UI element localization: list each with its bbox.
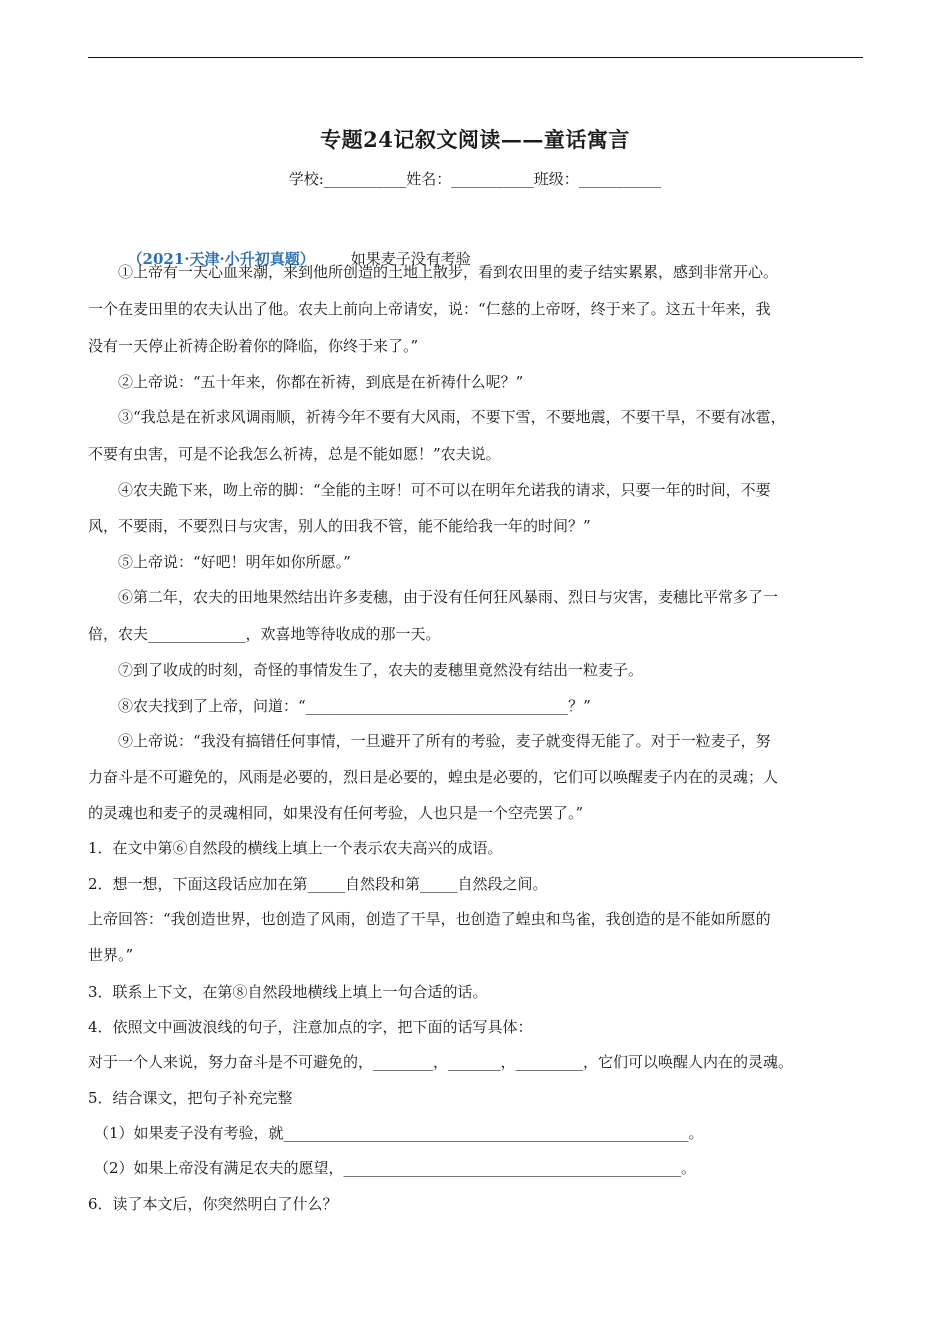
document-title: 专题24记叙文阅读——童话寓言 [320,127,630,152]
paragraph-line: ③“我总是在祈求风调雨顺，祈祷今年不要有大风雨，不要下雪，不要地震，不要干旱，不要有冰雹， [118,408,786,426]
paragraph-line: ⑧农夫找到了上帝，问道：“___________________________________？” [118,697,591,715]
question-2-quote: 上帝回答：“我创造世界，也创造了风雨，创造了干旱，也创造了蝗虫和鸟雀，我创造的是不能如所愿的 [88,910,771,928]
paragraph-line: ⑤上帝说：“好吧！明年如你所愿。” [118,553,351,571]
paragraph-line: ⑥第二年，农夫的田地果然结出许多麦穗，由于没有任何狂风暴雨、烈日与灾害，麦穗比平常多了一 [118,588,779,606]
question-3: 3．联系上下文，在第⑧自然段地横线上填上一句合适的话。 [88,983,488,1001]
paragraph-line: 力奋斗是不可避免的，风雨是必要的，烈日是必要的，蝗虫是必要的，它们可以唤醒麦子内在的灵魂；人 [88,768,779,786]
source-label: （2021·天津·小升初真题） [127,250,315,268]
paragraph-line: ①上帝有一天心血来潮，来到他所创造的土地上散步，看到农田里的麦子结实累累，感到非常开心。 [118,263,779,281]
question-6: 6．读了本文后，你突然明白了什么？ [88,1195,338,1213]
paragraph-line: 风，不要雨，不要烈日与灾害，别人的田我不管，能不能给我一年的时间？” [88,517,591,535]
header-rule [88,57,863,58]
paragraph-line: ④农夫跪下来，吻上帝的脚：“全能的主呀！可不可以在明年允诺我的请求，只要一年的时间，不要 [118,481,771,499]
question-2: 2．想一想，下面这段话应加在第_____自然段和第_____自然段之间。 [88,875,548,893]
question-2-quote-cont: 世界。” [88,946,134,964]
paragraph-line: 不要有虫害，可是不论我怎么祈祷，总是不能如愿！”农夫说。 [88,445,501,463]
paragraph-line: ⑨上帝说：“我没有搞错任何事情，一旦避开了所有的考验，麦子就变得无能了。对于一粒麦子，努 [118,732,771,750]
paragraph-line: ⑦到了收成的时刻，奇怪的事情发生了，农夫的麦穗里竟然没有结出一粒麦子。 [118,661,644,679]
question-5-1: （1）如果麦子没有考验，就______________________________________________________。 [94,1124,704,1142]
paragraph-line: 的灵魂也和麦子的灵魂相同，如果没有任何考验，人也只是一个空壳罢了。” [88,804,584,822]
passage-title: 如果麦子没有考验 [350,250,471,268]
paragraph-line: 一个在麦田里的农夫认出了他。农夫上前向上帝请安，说：“仁慈的上帝呀，终于来了。这五十年来，我 [88,300,771,318]
paragraph-line: 倍，农夫_____________，欢喜地等待收成的那一天。 [88,625,441,643]
student-info-line: 学校:___________姓名：___________班级：___________ [288,170,662,188]
question-5-2: （2）如果上帝没有满足农夫的愿望，_____________________________________________。 [94,1159,697,1177]
paragraph-line: ②上帝说：“五十年来，你都在祈祷，到底是在祈祷什么呢？” [118,373,524,391]
paragraph-line: 没有一天停止祈祷企盼着你的降临，你终于来了。” [88,337,419,355]
question-1: 1．在文中第⑥自然段的横线上填上一个表示农夫高兴的成语。 [88,839,503,857]
question-4-prompt: 对于一个人来说，努力奋斗是不可避免的，________，_______，_________，它们可以唤醒人内在的灵魂。 [88,1053,794,1071]
question-5: 5．结合课文，把句子补充完整 [88,1089,293,1107]
question-4: 4．依照文中画波浪线的句子，注意加点的字，把下面的话写具体： [88,1018,533,1036]
